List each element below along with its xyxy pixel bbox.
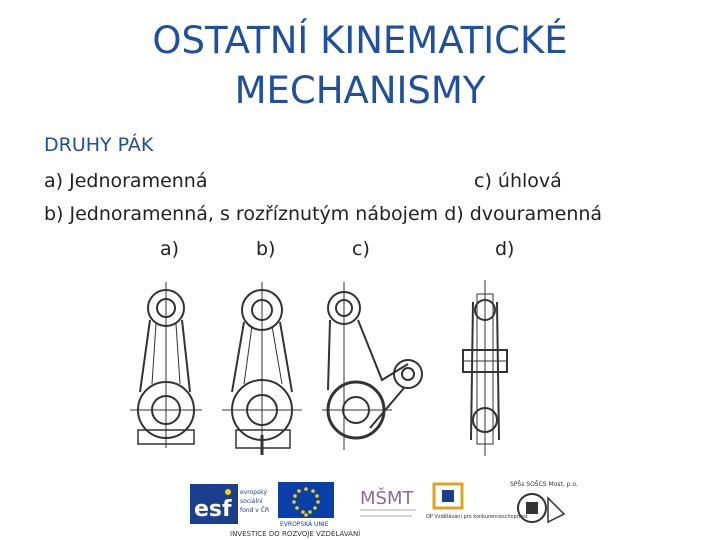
list-line-b: b) Jednoramenná, s rozříznutým nábojem d) dvouramenná bbox=[44, 203, 603, 225]
title-line-2: MECHANISMY bbox=[234, 69, 486, 112]
esf-logo bbox=[190, 478, 270, 528]
svg-text:EVROPSKÁ UNIE: EVROPSKÁ UNIE bbox=[280, 521, 329, 528]
figure-label-c: c) bbox=[352, 238, 370, 260]
footer-caption: INVESTICE DO ROZVOJE VZDĚLÁVÁNÍ bbox=[230, 530, 361, 538]
svg-text:OP Vzdělávání pro konkurencesc: OP Vzdělávání pro konkurenceschopnost bbox=[426, 514, 528, 520]
msmt-logo bbox=[356, 480, 422, 528]
section-heading: DRUHY PÁK bbox=[44, 134, 154, 156]
figure-label-b: b) bbox=[256, 238, 276, 260]
svg-text:sociální: sociální bbox=[240, 498, 263, 505]
title-line-1: OSTATNÍ KINEMATICKÉ bbox=[152, 19, 568, 62]
svg-text:SPŠs SOŠCS Most, p.o.: SPŠs SOŠCS Most, p.o. bbox=[510, 481, 578, 488]
svg-text:esf: esf bbox=[194, 497, 232, 522]
school-logo bbox=[510, 478, 590, 530]
eu-flag-logo bbox=[278, 482, 348, 528]
figure-label-a: a) bbox=[160, 238, 180, 260]
svg-text:fond v ČR: fond v ČR bbox=[240, 507, 270, 514]
lever-single-arm-drawing bbox=[128, 280, 208, 460]
lever-double-arm-drawing bbox=[445, 280, 525, 460]
figure-label-d: d) bbox=[495, 238, 515, 260]
list-item-c: c) úhlová bbox=[474, 170, 562, 192]
lever-angular-drawing bbox=[312, 280, 432, 460]
list-item-a: a) Jednoramenná bbox=[44, 170, 208, 192]
list-line-a bbox=[44, 170, 562, 192]
lever-split-hub-drawing bbox=[222, 280, 312, 460]
op-vk-logo bbox=[426, 482, 528, 528]
svg-text:MŠMT: MŠMT bbox=[360, 488, 414, 509]
slide-title bbox=[0, 16, 720, 116]
svg-text:evropský: evropský bbox=[240, 489, 267, 496]
